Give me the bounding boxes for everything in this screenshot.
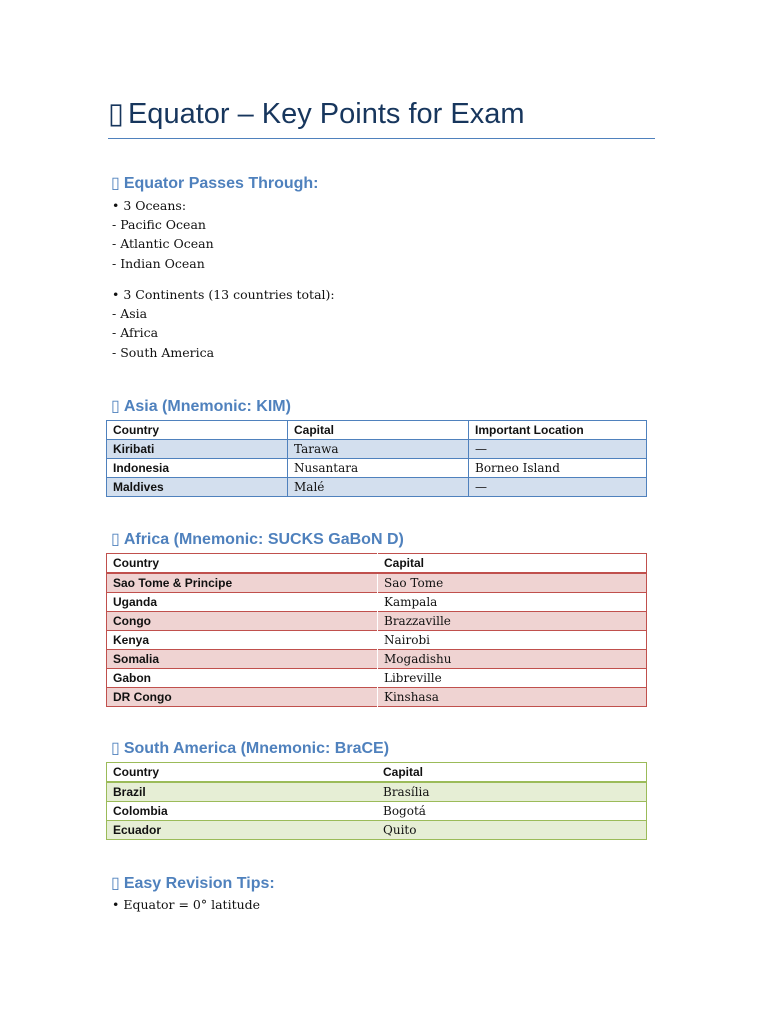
- missing-glyph-icon: ▯: [111, 398, 120, 415]
- country-cell: Congo: [107, 612, 378, 631]
- capital-cell: Nusantara: [288, 459, 469, 478]
- capital-cell: Brasília: [377, 782, 647, 802]
- capital-cell: Brazzaville: [378, 612, 647, 631]
- ocean-item: - Atlantic Ocean: [112, 236, 214, 251]
- country-cell: Kenya: [107, 631, 378, 650]
- missing-glyph-icon: ▯: [111, 875, 120, 892]
- tips-heading: ▯ Easy Revision Tips:: [111, 875, 275, 892]
- capital-cell: Kampala: [378, 593, 647, 612]
- table-row: [107, 631, 647, 650]
- column-header: Capital: [288, 421, 469, 440]
- table-header-row: [107, 763, 647, 783]
- missing-glyph-icon: ▯: [111, 531, 120, 548]
- africa-table: [106, 553, 647, 707]
- location-cell: Borneo Island: [469, 459, 647, 478]
- missing-glyph-icon: ▯: [108, 98, 124, 130]
- passes-heading: ▯ Equator Passes Through:: [111, 175, 319, 192]
- capital-cell: Kinshasa: [378, 688, 647, 707]
- table-row: [107, 650, 647, 669]
- tip-item: • Equator = 0° latitude: [112, 897, 261, 912]
- country-cell: Somalia: [107, 650, 378, 669]
- south-america-heading: ▯ South America (Mnemonic: BraCE): [111, 740, 390, 757]
- table-row: [107, 688, 647, 707]
- table-row: [107, 440, 647, 459]
- country-cell: Brazil: [107, 782, 378, 802]
- table-header-row: [107, 554, 647, 574]
- table-row: [107, 669, 647, 688]
- missing-glyph-icon: ▯: [111, 175, 120, 192]
- location-cell: —: [469, 478, 647, 497]
- continent-item: - Asia: [112, 306, 148, 321]
- continents-intro: • 3 Continents (13 countries total):: [112, 287, 335, 302]
- country-cell: DR Congo: [107, 688, 378, 707]
- country-cell: Colombia: [107, 802, 378, 821]
- capital-cell: Nairobi: [378, 631, 647, 650]
- column-header: Country: [107, 763, 378, 783]
- table-header-row: [107, 421, 647, 440]
- asia-heading: ▯ Asia (Mnemonic: KIM): [111, 398, 291, 415]
- oceans-intro: • 3 Oceans:: [112, 198, 187, 213]
- continent-item: - Africa: [112, 325, 159, 340]
- capital-cell: Mogadishu: [378, 650, 647, 669]
- table-row: [107, 612, 647, 631]
- capital-cell: Sao Tome: [378, 573, 647, 593]
- column-header: Country: [107, 421, 288, 440]
- table-row: [107, 478, 647, 497]
- country-cell: Gabon: [107, 669, 378, 688]
- table-row: [107, 782, 647, 802]
- column-header: Country: [107, 554, 378, 574]
- country-cell: Indonesia: [107, 459, 288, 478]
- asia-table: [106, 420, 647, 497]
- country-cell: Sao Tome & Principe: [107, 573, 378, 593]
- missing-glyph-icon: ▯: [111, 740, 120, 757]
- column-header: Important Location: [469, 421, 647, 440]
- table-row: [107, 802, 647, 821]
- table-row: [107, 821, 647, 840]
- table-row: [107, 573, 647, 593]
- ocean-item: - Indian Ocean: [112, 256, 205, 271]
- continent-item: - South America: [112, 345, 215, 360]
- column-header: Capital: [378, 554, 647, 574]
- capital-cell: Quito: [377, 821, 647, 840]
- table-row: [107, 459, 647, 478]
- country-cell: Maldives: [107, 478, 288, 497]
- capital-cell: Tarawa: [288, 440, 469, 459]
- country-cell: Ecuador: [107, 821, 378, 840]
- country-cell: Kiribati: [107, 440, 288, 459]
- page-title: ▯ Equator – Key Points for Exam: [108, 96, 655, 139]
- ocean-item: - Pacific Ocean: [112, 217, 206, 232]
- table-row: [107, 593, 647, 612]
- capital-cell: Bogotá: [377, 802, 647, 821]
- capital-cell: Libreville: [378, 669, 647, 688]
- location-cell: —: [469, 440, 647, 459]
- south-america-table: [106, 762, 647, 840]
- column-header: Capital: [377, 763, 647, 783]
- africa-heading: ▯ Africa (Mnemonic: SUCKS GaBoN D): [111, 531, 404, 548]
- country-cell: Uganda: [107, 593, 378, 612]
- capital-cell: Malé: [288, 478, 469, 497]
